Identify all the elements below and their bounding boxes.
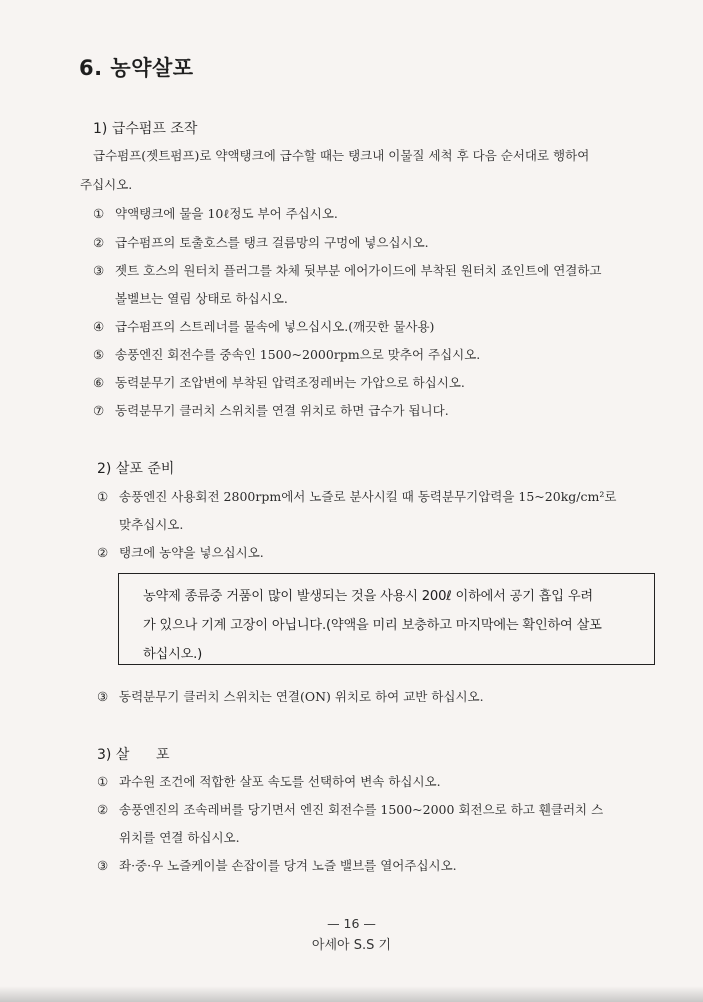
list-item: [93, 401, 449, 419]
intro-line: 급수펌프(젯트펌프)로 약액탱크에 급수할 때는 탱크내 이물질 세척 후 다음 순서대로 행하여: [93, 148, 590, 163]
page-number: — 16 —: [327, 916, 376, 931]
list-item: [97, 800, 603, 818]
item-number: ①: [93, 206, 105, 221]
item-number: ①: [97, 489, 109, 504]
item-number: ⑤: [93, 347, 105, 362]
list-item: [97, 543, 264, 561]
page-title: 6. 농약살포: [79, 56, 194, 80]
item-text: 동력분무기 클러치 스위치를 연결 위치로 하면 급수가 됩니다.: [115, 403, 449, 418]
item-text: 송풍엔진의 조속레버를 당기면서 엔진 회전수를 1500~2000 회전으로 하고 휀클러치 스: [119, 802, 604, 817]
list-item: [93, 373, 465, 391]
item-number: ⑥: [93, 375, 105, 390]
item-number: ②: [93, 235, 105, 250]
item-text: 급수펌프의 스트레너를 물속에 넣으십시오.(깨끗한 물사용): [115, 319, 435, 334]
item-number: ②: [97, 802, 109, 817]
item-number: ②: [97, 545, 109, 560]
footer-company: 아세아 S.S 기: [311, 938, 392, 953]
item-number: ⑦: [93, 403, 105, 418]
list-item-continued: 위치를 연결 하십시오.: [119, 830, 240, 845]
item-text: 급수펌프의 토출호스를 탱크 걸름망의 구멍에 넣으십시오.: [115, 235, 429, 250]
list-item: [93, 261, 602, 279]
item-number: ④: [93, 319, 105, 334]
list-item: [93, 204, 338, 222]
list-item: [97, 487, 616, 505]
list-item-continued: 맞추십시오.: [119, 517, 184, 532]
item-text: 좌·중·우 노즐케이블 손잡이를 당겨 노즐 밸브를 열어주십시오.: [119, 858, 457, 873]
item-text: 약액탱크에 물을 10ℓ정도 부어 주십시오.: [115, 206, 338, 221]
item-number: ③: [93, 263, 105, 278]
note-line: 농약제 종류중 거품이 많이 발생되는 것을 사용시 200ℓ 이하에서 공기 흡입 우려: [143, 589, 593, 604]
list-item-continued: 볼벨브는 열림 상태로 하십시오.: [115, 291, 288, 306]
item-number: ③: [97, 858, 109, 873]
caution-note-box: [118, 573, 655, 665]
item-number: ①: [97, 774, 109, 789]
list-item: [93, 233, 429, 251]
item-text: 과수원 조건에 적합한 살포 속도를 선택하여 변속 하십시오.: [119, 774, 441, 789]
item-text: 탱크에 농약을 넣으십시오.: [119, 545, 264, 560]
list-item: [93, 345, 480, 363]
item-text: 송풍엔진 회전수를 중속인 1500~2000rpm으로 맞추어 주십시오.: [115, 347, 481, 362]
note-line: 하십시오.): [143, 647, 203, 662]
list-item: [97, 687, 484, 705]
item-text: 젯트 호스의 원터치 플러그를 차체 뒷부분 에어가이드에 부착된 원터치 죠인트에 연결하고: [115, 263, 602, 278]
list-item: [97, 772, 441, 790]
intro-line: 주십시오.: [80, 177, 133, 192]
note-line: 가 있으나 기계 고장이 아닙니다.(약액을 미리 보충하고 마지막에는 확인하여 살포: [143, 618, 602, 633]
item-text: 송풍엔진 사용회전 2800rpm에서 노즐로 분사시킬 때 동력분무기압력을 15~20kg/cm²로: [119, 489, 617, 504]
item-text: 동력분무기 조압변에 부착된 압력조정레버는 가압으로 하십시오.: [115, 375, 465, 390]
item-text: 동력분무기 클러치 스위치는 연결(ON) 위치로 하여 교반 하십시오.: [119, 689, 484, 704]
section-heading-prep: 2) 살포 준비: [97, 461, 175, 477]
list-item: [97, 856, 457, 874]
section-heading-spray: 3) 살 포: [97, 747, 170, 763]
section-heading-pump: 1) 급수펌프 조작: [93, 121, 198, 137]
scan-edge-shadow: [0, 986, 703, 1002]
list-item: [93, 317, 434, 335]
item-number: ③: [97, 689, 109, 704]
